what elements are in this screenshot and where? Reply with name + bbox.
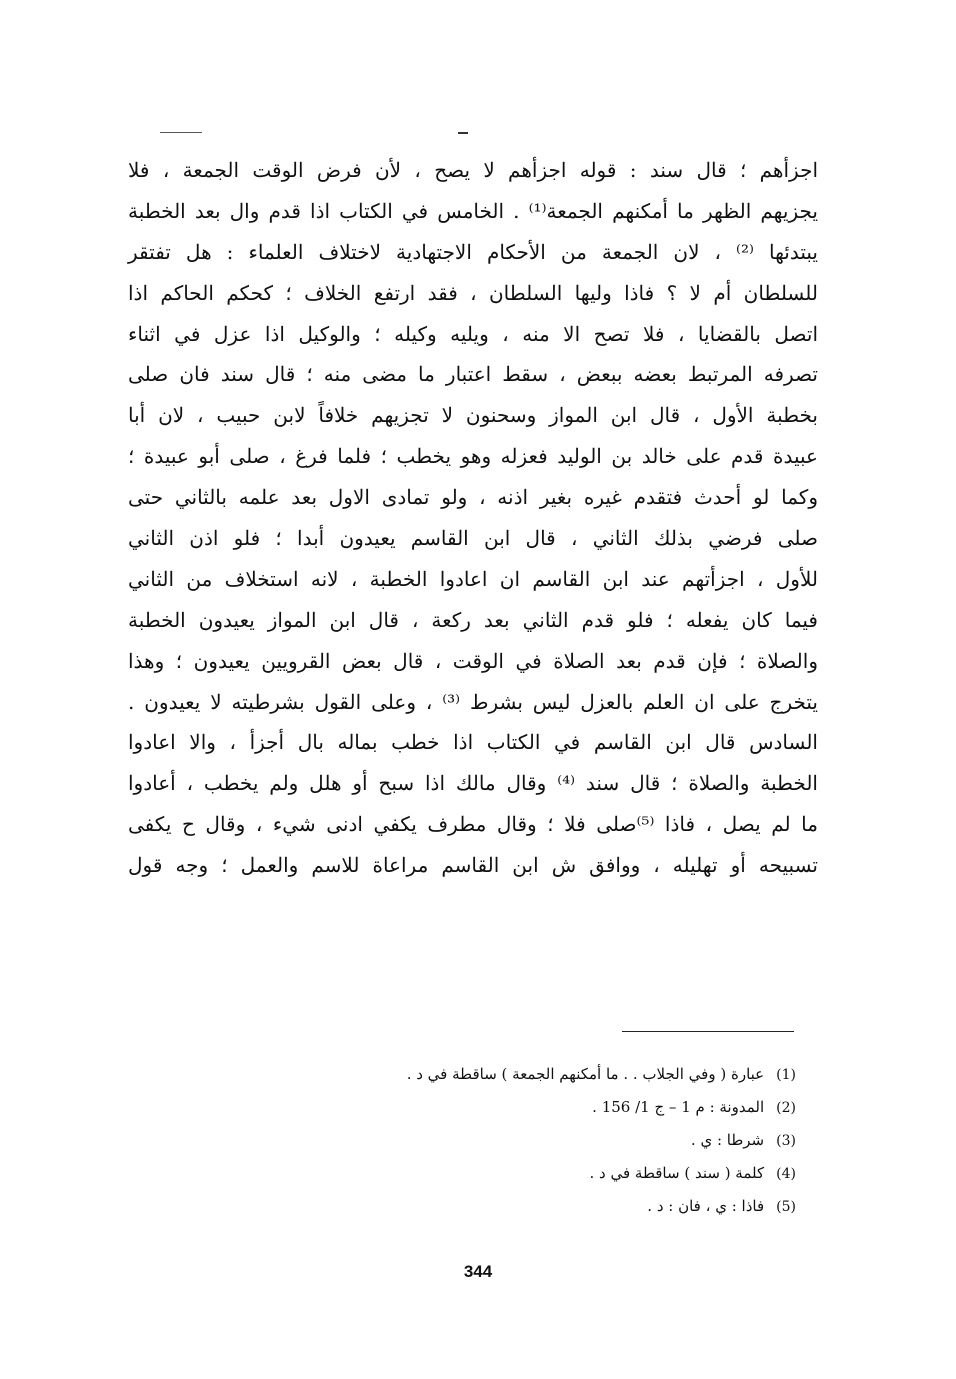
header-marks [160,132,480,136]
text-line-7: بخطبة الأول ، قال ابن المواز وسحنون لا تجزيهم خلافاً لابن حبيب ، لان أبا [128,403,818,428]
page-number: 344 [463,1262,493,1281]
text-line-14: يتخرج على ان العلم بالعزل ليس بشرط ⁽³⁾ ، وعلى القول بشرطيته لا يعيدون . [128,689,818,714]
footnote-text: شرطا : ي . [690,1131,765,1149]
header-mark-right [458,132,468,134]
text-line-5: اتصل بالقضايا ، فلا تصح الا منه ، ويليه وكيله ؛ والوكيل اذا عزل في اثناء [128,321,818,346]
main-text [128,150,818,886]
text-line-3: يبتدئها ⁽²⁾ ، لان الجمعة من الأحكام الاجتهادية لاختلاف العلماء : هل تفتقر [128,239,818,264]
text-line-1: اجزأهم ؛ قال سند : قوله اجزأهم لا يصح ، لأن فرض الوقت الجمعة ، فلا [128,158,818,182]
footnote-3 [276,1124,796,1157]
footnote-number: (4) [776,1166,796,1182]
text-line-17: ما لم يصل ، فاذا ⁽⁵⁾صلى فلا ؛ وقال مطرف يكفي ادنى شيء ، وقال ح يكفى [128,812,818,837]
footnote-text: كلمة ( سند ) ساقطة في د . [589,1164,765,1182]
footnote-number: (5) [776,1199,796,1215]
text-line-2: يجزيهم الظهر ما أمكنهم الجمعة⁽¹⁾ . الخامس في الكتاب اذا قدم وال بعد الخطبة [128,198,818,223]
text-line-11: للأول ، اجزأتهم عند ابن القاسم ان اعادوا الخطبة ، لانه استخلاف من الثاني [128,566,818,591]
footnote-4 [276,1157,796,1190]
footnote-5 [276,1190,796,1223]
footnote-text: فاذا : ي ، فان : د . [647,1197,765,1215]
text-line-8: عبيدة قدم على خالد بن الوليد فعزله وهو يخطب ؛ فلما فرغ ، صلى أبو عبيدة ؛ [128,444,818,469]
footnote-separator [622,1031,794,1032]
text-line-18: تسبيحه أو تهليله ، ووافق ش ابن القاسم مراعاة للاسم والعمل ؛ وجه قول [128,853,818,878]
text-line-13: والصلاة ؛ فإن قدم بعد الصلاة في الوقت ، قال بعض القرويين يعيدون ؛ وهذا [128,648,818,673]
footnote-text: المدونة : م 1 – ج 1/ 156 . [592,1098,765,1116]
footnote-number: (1) [776,1067,796,1083]
footnotes [276,1058,796,1223]
footnote-number: (2) [776,1100,796,1116]
text-line-4: للسلطان أم لا ؟ فاذا وليها السلطان ، فقد ارتفع الخلاف ؛ كحكم الحاكم اذا [128,280,818,305]
text-line-12: فيما كان يفعله ؛ فلو قدم الثاني بعد ركعة ، قال ابن المواز يعيدون الخطبة [128,607,818,632]
header-mark-left [160,132,202,133]
footnote-text: عبارة ( وفي الجلاب . . ما أمكنهم الجمعة ) ساقطة في د . [406,1065,765,1083]
footnote-number: (3) [776,1133,796,1149]
text-line-9: وكما لو أحدث فتقدم غيره بغير اذنه ، ولو تمادى الاول بعد علمه بالثاني حتى [128,485,818,510]
footnote-1 [276,1058,796,1091]
text-line-6: تصرفه المرتبط بعضه ببعض ، سقط اعتبار ما مضى منه ؛ قال سند فان صلى [128,362,818,387]
text-line-10: صلى فرضي بذلك الثاني ، قال ابن القاسم يعيدون أبدا ؛ فلو اذن الثاني [128,526,818,551]
text-line-15: السادس قال ابن القاسم في الكتاب اذا خطب بماله بال أجزأ ، والا اعادوا [128,730,818,755]
text-line-16: الخطبة والصلاة ؛ قال سند ⁽⁴⁾ وقال مالك اذا سبح أو هلل ولم يخطب ، أعادوا [128,771,818,796]
footnote-2 [276,1091,796,1124]
